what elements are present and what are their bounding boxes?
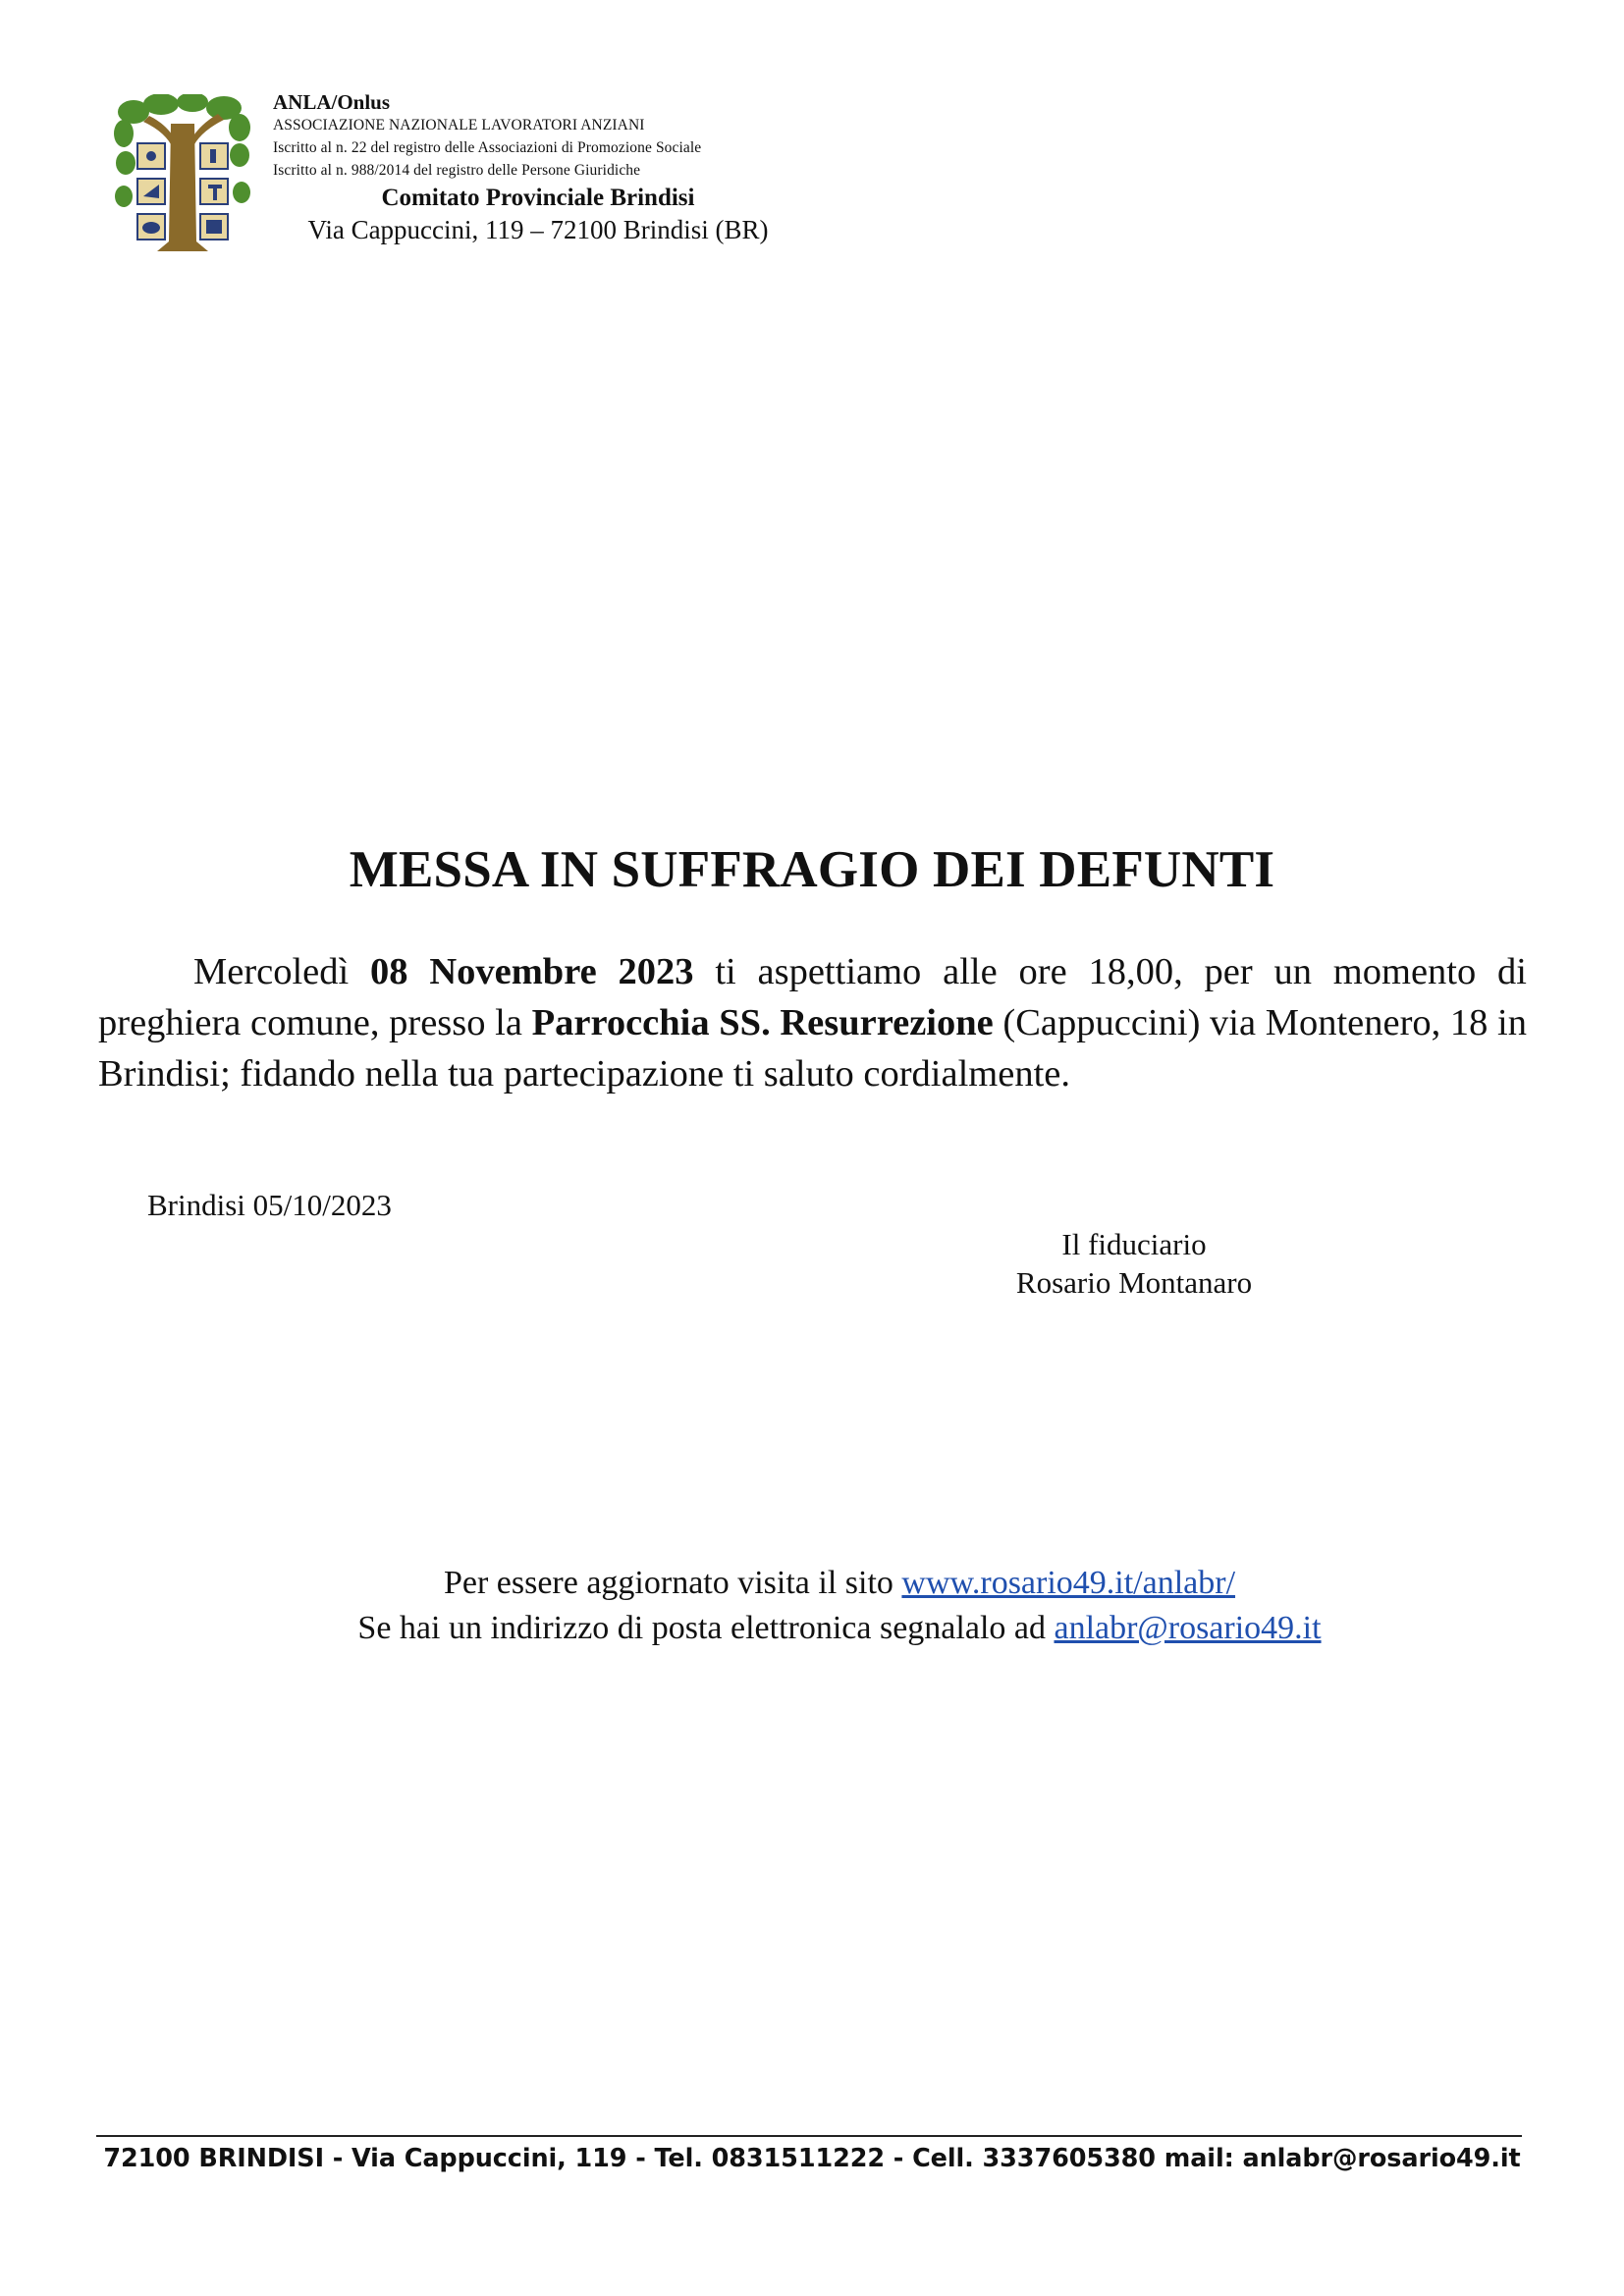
body-text-3: (Cappuccini) via Montenero, 18 in Brindisi; fidando nella tua partecipazione ti saluto cordialmente.: [98, 1002, 1528, 1095]
org-name: ANLA/Onlus: [273, 90, 391, 114]
info-line-email: [0, 1606, 1624, 1651]
letterhead-address: Via Cappuccini, 119 – 72100 Brindisi (BR): [307, 215, 769, 244]
signature-name: Rosario Montanaro: [1015, 1265, 1253, 1300]
letterhead: [114, 90, 821, 259]
info-site-text: Per essere aggiornato visita il sito: [443, 1565, 902, 1601]
document-title: MESSA IN SUFFRAGIO DEI DEFUNTI: [349, 841, 1275, 898]
registry-aps: Iscritto al n. 22 del registro delle Associazioni di Promozione Sociale: [273, 139, 702, 156]
registry-legal-entities: Iscritto al n. 988/2014 del registro delle Persone Giuridiche: [273, 162, 641, 179]
signature-block: [972, 1225, 1296, 1302]
footer-contact-line: 72100 BRINDISI - Via Cappuccini, 119 - Tel. 0831511222 - Cell. 3337605380 mail: anlabr@rosario49.it: [103, 2144, 1521, 2173]
email-link[interactable]: anlabr@rosario49.it: [1054, 1610, 1322, 1646]
event-date: 08 Novembre 2023: [370, 951, 694, 992]
body-text-1: Mercoledì: [193, 951, 371, 992]
info-block: [0, 1561, 1624, 1651]
parish-name: Parrocchia SS. Resurrezione: [531, 1002, 994, 1043]
anla-logo: [114, 94, 251, 253]
body-paragraph: [98, 946, 1527, 1099]
info-line-site: [0, 1561, 1624, 1606]
info-email-text: Se hai un indirizzo di posta elettronica segnalalo ad: [357, 1610, 1055, 1646]
signature-role: Il fiduciario: [1061, 1227, 1207, 1261]
place-date: Brindisi 05/10/2023: [147, 1188, 392, 1222]
site-link[interactable]: www.rosario49.it/anlabr/: [901, 1565, 1236, 1601]
committee-name: Comitato Provinciale Brindisi: [381, 185, 695, 211]
footer-divider: [96, 2135, 1522, 2137]
body-text-2: ti aspettiamo alle ore 18,00, per un momento di preghiera comune, presso la: [98, 951, 1527, 1043]
tree-logo-icon: [114, 94, 251, 253]
letterhead-text: [273, 90, 823, 246]
org-full-name: ASSOCIAZIONE NAZIONALE LAVORATORI ANZIANI: [273, 117, 645, 133]
